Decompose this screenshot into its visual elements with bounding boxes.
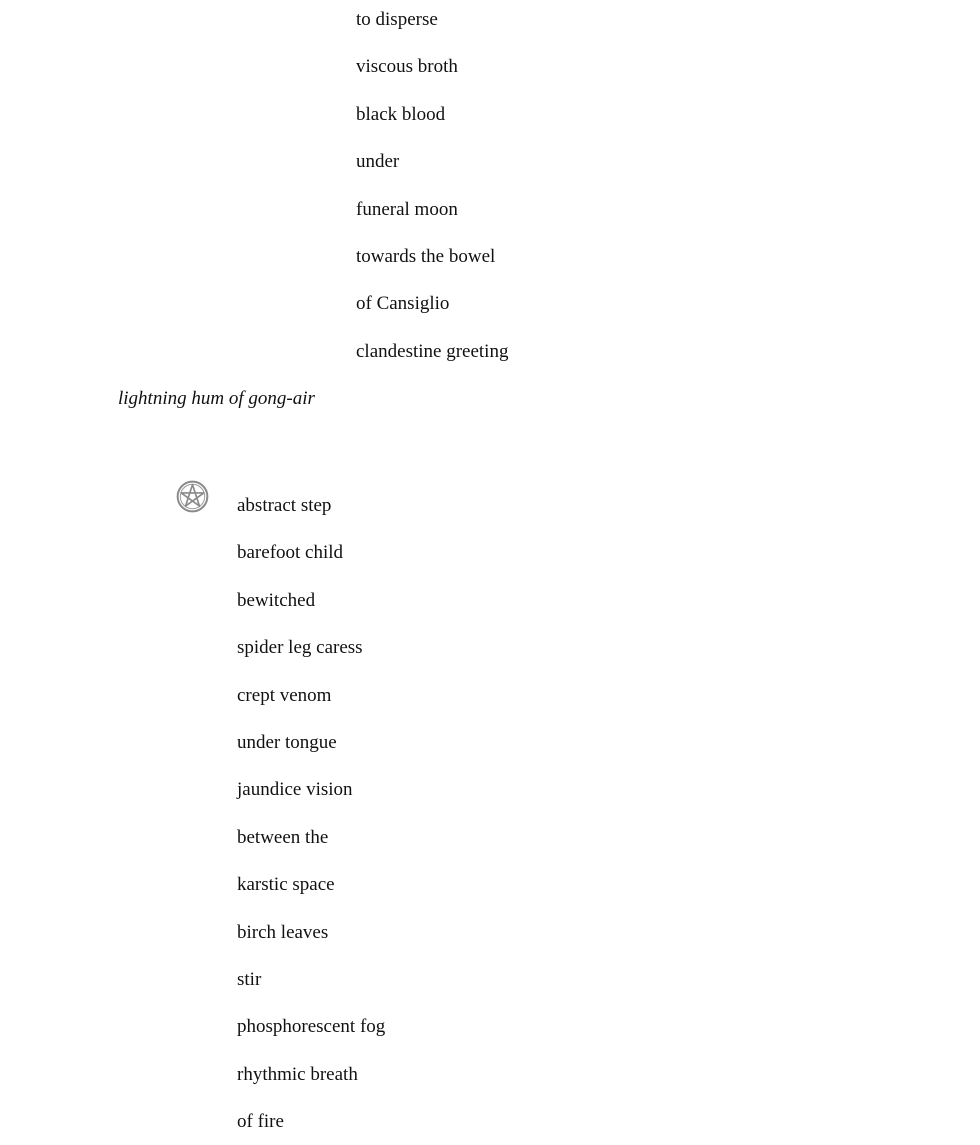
poem-line: towards the bowel: [356, 245, 496, 267]
pentacle-icon: [176, 480, 209, 513]
poem-line: black blood: [356, 103, 446, 125]
poem-line: crept venom: [237, 684, 332, 706]
poem-line: clandestine greeting: [356, 340, 509, 362]
poem-line: jaundice vision: [237, 779, 353, 801]
poem-line: barefoot child: [237, 542, 344, 564]
poem-line: phosphorescent fog: [237, 1016, 386, 1038]
poem-line: spider leg caress: [237, 637, 363, 659]
poem-line: to disperse: [356, 9, 438, 30]
poem-line: rhythmic breath: [237, 1063, 358, 1085]
stanza-one: [356, 0, 508, 375]
poem-line: of Cansiglio: [356, 293, 450, 315]
poem-line: funeral moon: [356, 198, 458, 220]
poem-line: bewitched: [237, 589, 316, 611]
poem-line: viscous broth: [356, 56, 458, 78]
poem-line: under tongue: [237, 731, 337, 753]
poem-line: karstic space: [237, 874, 335, 896]
italic-interlude-line: lightning hum of gong-air: [118, 388, 315, 409]
poem-line: abstract step: [237, 495, 332, 516]
poem-line: between the: [237, 826, 329, 848]
poem-line: birch leaves: [237, 921, 329, 943]
stanza-two: [237, 482, 385, 1145]
poem-line: under: [356, 151, 400, 173]
poem-line: stir: [237, 968, 262, 990]
poem-line: of fire: [237, 1111, 284, 1133]
